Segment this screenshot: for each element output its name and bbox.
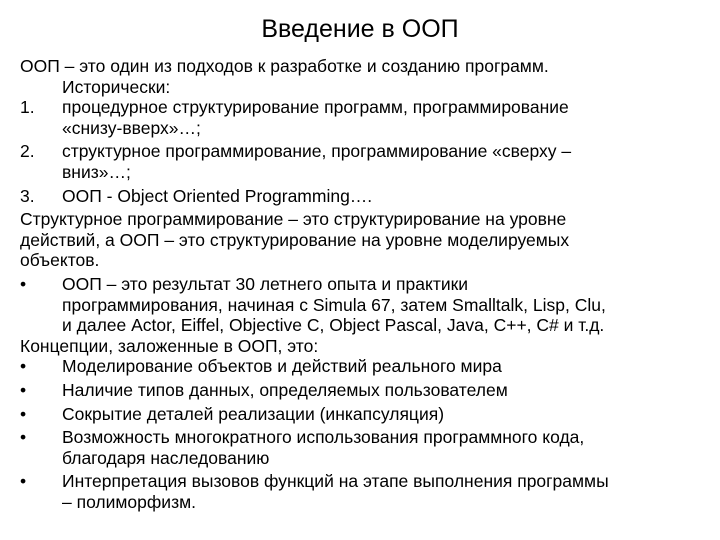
list-number: 2.: [20, 141, 35, 162]
paragraph-line: действий, а ООП – это структурирование на уровне моделируемых: [20, 229, 570, 250]
bullet-line: ООП – это результат 30 летнего опыта и практики: [62, 273, 469, 294]
concept-item: [20, 380, 710, 401]
structured-paragraph: [20, 209, 710, 271]
bullet-icon: •: [20, 471, 27, 492]
history-item: [20, 186, 710, 207]
concept-line: Сокрытие деталей реализации (инкапсуляция): [62, 403, 445, 424]
intro-line: ООП – это один из подходов к разработке и созданию программ.: [20, 56, 549, 76]
concept-item: [20, 404, 710, 425]
history-item-line: ООП - Object Oriented Programming….: [62, 185, 373, 206]
history-item: [20, 141, 710, 182]
bullet-icon: •: [20, 379, 27, 400]
history-item-line: «снизу-вверх»…;: [62, 117, 201, 138]
bullet-line: программирования, начиная с Simula 67, затем Smalltalk, Lisp, Clu,: [62, 294, 606, 315]
concept-line: Моделирование объектов и действий реального мира: [62, 356, 502, 377]
history-item-line: вниз»…;: [62, 161, 131, 182]
result-bullet: [20, 274, 710, 336]
concept-line: Интерпретация вызовов функций на этапе выполнения программы: [62, 471, 609, 492]
paragraph-line: объектов.: [20, 250, 100, 271]
list-number: 1.: [20, 97, 35, 118]
concept-item: [20, 427, 710, 468]
intro-line-historically: Исторически:: [62, 76, 171, 97]
slide-title: Введение в ООП: [261, 15, 459, 43]
bullet-line: и далее Actor, Eiffel, Objective C, Object Pascal, Java, C++, C# и т.д.: [62, 315, 605, 336]
slide-content: [20, 56, 710, 512]
bullet-icon: •: [20, 356, 27, 377]
concept-item: [20, 471, 710, 512]
history-item: [20, 97, 710, 138]
history-item-line: процедурное структурирование программ, программирование: [62, 97, 569, 118]
bullet-icon: •: [20, 403, 27, 424]
concept-line: – полиморфизм.: [62, 491, 196, 512]
concept-line: Возможность многократного использования программного кода,: [62, 427, 585, 448]
concept-line: Наличие типов данных, определяемых пользователем: [62, 379, 508, 400]
concept-line: благодаря наследованию: [62, 447, 270, 468]
bullet-icon: •: [20, 273, 27, 294]
list-number: 3.: [20, 185, 35, 206]
paragraph-line: Структурное программирование – это структурирование на уровне: [20, 209, 567, 230]
history-item-line: структурное программирование, программирование «сверху –: [62, 141, 572, 162]
bullet-icon: •: [20, 427, 27, 448]
concept-item: [20, 356, 710, 377]
concepts-heading: Концепции, заложенные в ООП, это:: [20, 335, 319, 356]
